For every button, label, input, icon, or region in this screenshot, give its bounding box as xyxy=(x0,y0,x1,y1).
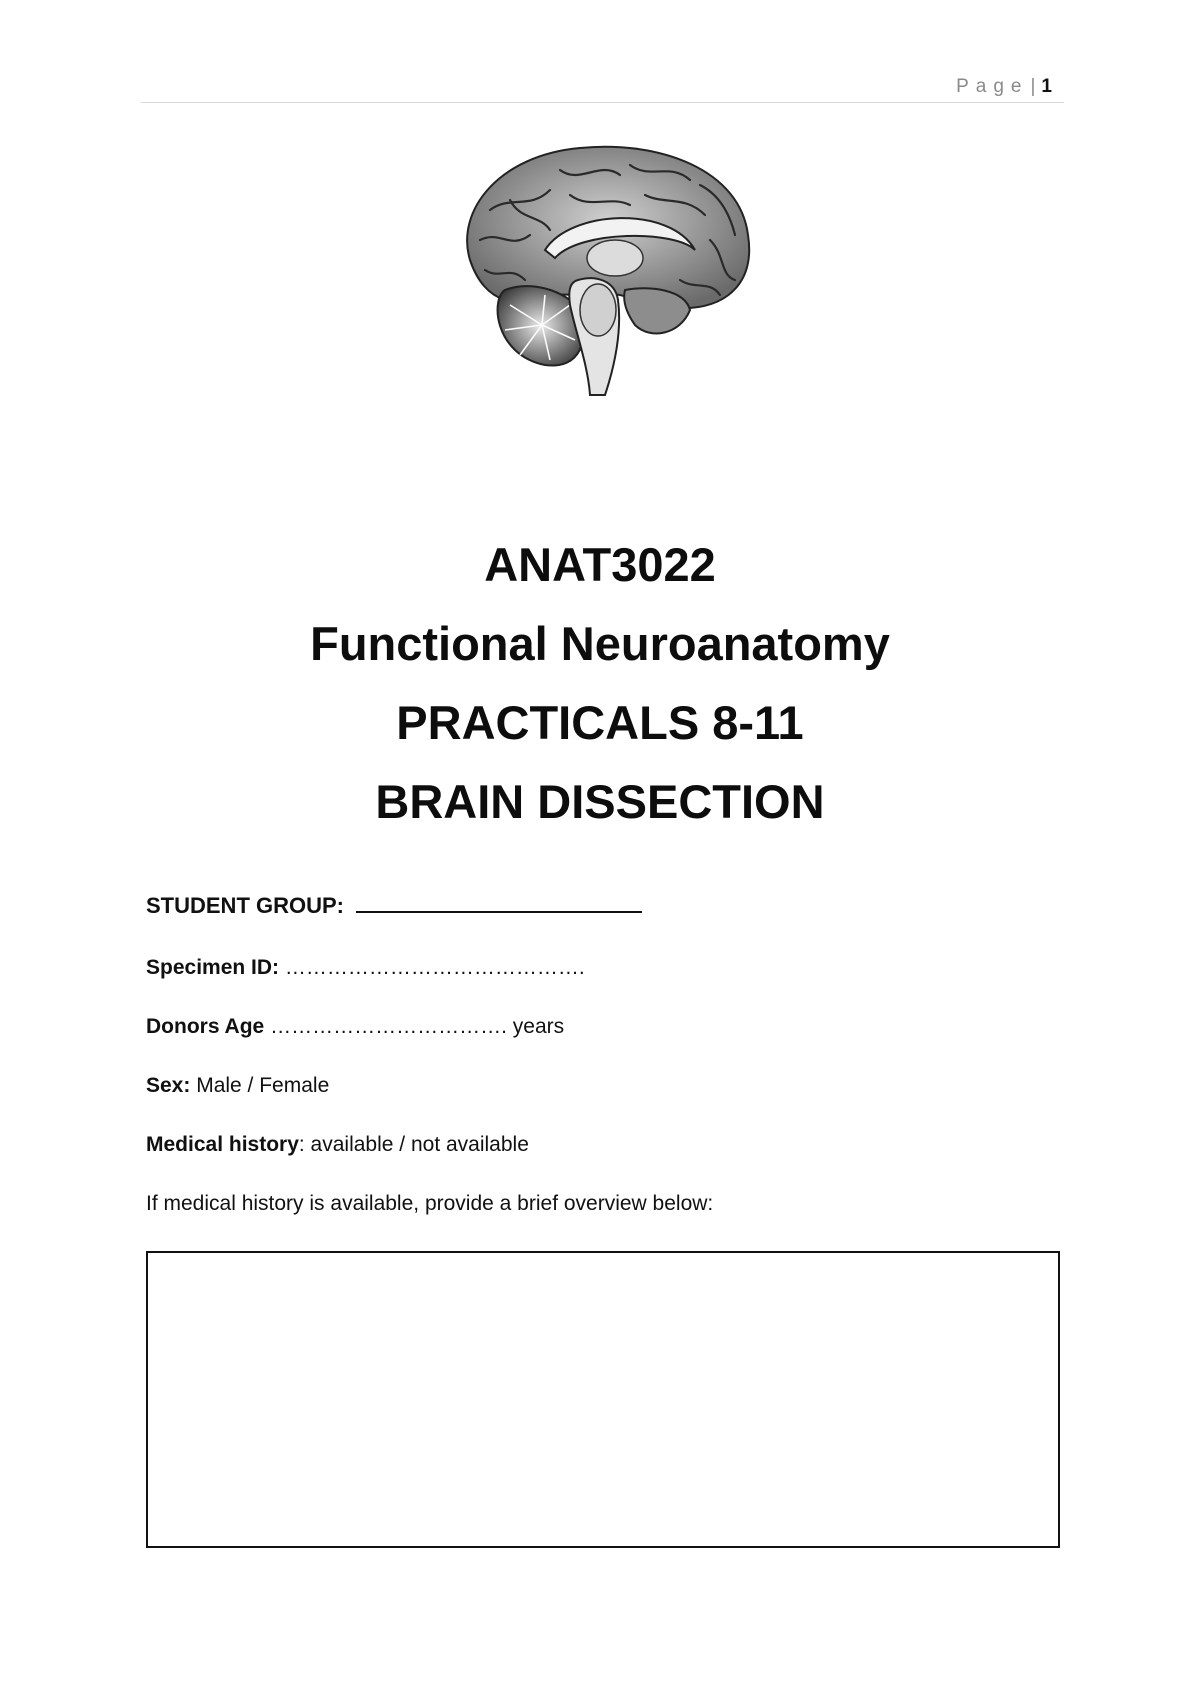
page-header xyxy=(141,62,1064,103)
sex-label: Sex: xyxy=(146,1074,191,1097)
dissection-label: BRAIN DISSECTION xyxy=(375,775,825,828)
donor-age-unit: years xyxy=(512,1015,565,1038)
student-group-blank[interactable] xyxy=(356,897,642,913)
document-title xyxy=(0,525,1200,841)
specimen-id-field xyxy=(146,956,585,980)
donor-age-label: Donors Age xyxy=(146,1015,265,1038)
page-separator: | xyxy=(1030,76,1036,97)
brain-illustration-icon xyxy=(450,140,760,398)
page-number-label xyxy=(956,76,1052,98)
student-group-field xyxy=(146,893,642,919)
medical-history-field xyxy=(146,1133,529,1157)
medical-overview-box[interactable] xyxy=(146,1251,1060,1548)
student-group-label: STUDENT GROUP: xyxy=(146,893,344,918)
medical-history-label: Medical history xyxy=(146,1133,299,1156)
page-number: 1 xyxy=(1041,76,1052,97)
sex-options[interactable]: Male / Female xyxy=(196,1074,330,1097)
sex-field xyxy=(146,1074,329,1098)
medical-history-options[interactable]: : available / not available xyxy=(298,1133,529,1156)
page-word: Page xyxy=(956,76,1029,97)
donor-age-field xyxy=(146,1015,564,1039)
donor-age-blank[interactable]: ……………………………. xyxy=(270,1015,507,1038)
overview-prompt-text: If medical history is available, provide a brief overview below: xyxy=(146,1192,714,1215)
specimen-id-blank[interactable]: ……………………………………. xyxy=(284,956,585,979)
course-code: ANAT3022 xyxy=(484,538,716,591)
practicals-label: PRACTICALS 8-11 xyxy=(396,696,804,749)
specimen-id-label: Specimen ID: xyxy=(146,956,280,979)
overview-prompt xyxy=(146,1192,713,1216)
course-name: Functional Neuroanatomy xyxy=(310,617,890,670)
